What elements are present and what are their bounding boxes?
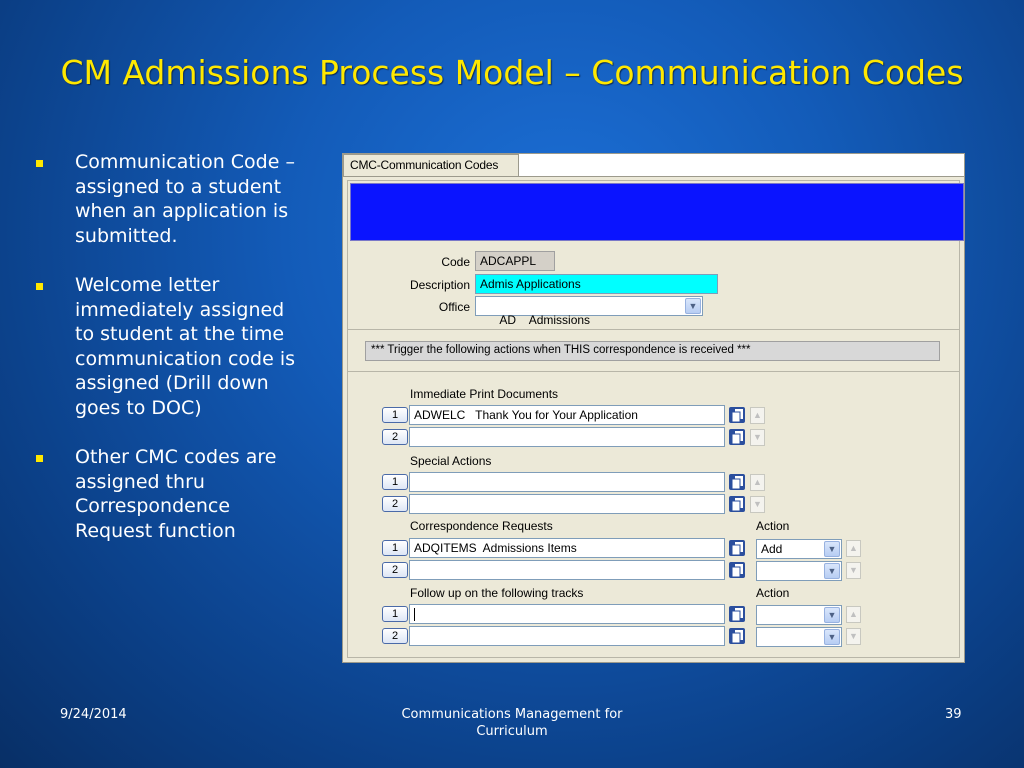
office-select-value: AD Admissions — [499, 313, 591, 327]
code-label: Code — [441, 255, 470, 269]
row-number-button[interactable]: 2 — [382, 628, 408, 644]
section-divider — [348, 329, 959, 330]
lookup-icon[interactable] — [728, 428, 746, 446]
chevron-down-icon[interactable]: ▼ — [846, 628, 861, 645]
correspondence-action-select-1[interactable] — [756, 539, 842, 559]
chevron-down-icon[interactable]: ▼ — [846, 562, 861, 579]
bullet-item — [36, 150, 306, 248]
correspondence-requests-label: Correspondence Requests — [410, 519, 553, 533]
lookup-icon[interactable] — [728, 406, 746, 424]
chevron-down-icon[interactable]: ▼ — [750, 429, 765, 446]
description-label: Description — [409, 278, 470, 292]
special-actions-input-2[interactable] — [409, 494, 725, 514]
text-cursor — [414, 608, 415, 621]
office-label: Office — [438, 300, 470, 314]
chevron-down-icon[interactable]: ▼ — [750, 496, 765, 513]
action-select-value: Add — [761, 542, 783, 556]
chevron-down-icon[interactable]: ▼ — [824, 629, 840, 645]
correspondence-input-1[interactable]: ADQITEMS Admissions Items — [409, 538, 725, 558]
special-actions-input-1[interactable] — [409, 472, 725, 492]
tab-cmc-communication-codes[interactable]: CMC-Communication Codes — [343, 154, 519, 176]
chevron-down-icon[interactable]: ▼ — [685, 298, 701, 314]
header-banner — [350, 183, 964, 241]
lookup-icon[interactable] — [728, 605, 746, 623]
row-number-button[interactable]: 2 — [382, 562, 408, 578]
lookup-icon[interactable] — [728, 495, 746, 513]
row-number-button[interactable]: 1 — [382, 540, 408, 556]
bullet-item — [36, 445, 306, 543]
code-field[interactable]: ADCAPPL — [475, 251, 555, 271]
chevron-up-icon[interactable]: ▲ — [846, 606, 861, 623]
chevron-down-icon[interactable]: ▼ — [824, 563, 840, 579]
footer-page-number: 39 — [945, 707, 962, 722]
row-number-button[interactable]: 2 — [382, 496, 408, 512]
bullet-text: Communication Code – assigned to a student when an application is submitted. — [75, 151, 295, 247]
bullet-list — [36, 150, 306, 568]
bullet-text: Other CMC codes are assigned thru Correspondence Request function — [75, 446, 277, 542]
chevron-up-icon[interactable]: ▲ — [750, 474, 765, 491]
bullet-marker-icon — [36, 283, 43, 290]
section-divider — [348, 371, 959, 372]
chevron-down-icon[interactable]: ▼ — [824, 541, 840, 557]
correspondence-input-2[interactable] — [409, 560, 725, 580]
lookup-icon[interactable] — [728, 627, 746, 645]
row-number-button[interactable]: 1 — [382, 474, 408, 490]
bullet-marker-icon — [36, 455, 43, 462]
bullet-item — [36, 273, 306, 420]
slide-title: CM Admissions Process Model – Communication Codes — [60, 53, 964, 92]
immediate-print-input-2[interactable] — [409, 427, 725, 447]
special-actions-label: Special Actions — [410, 454, 492, 468]
description-field[interactable]: Admis Applications — [475, 274, 718, 294]
follow-up-input-2[interactable] — [409, 626, 725, 646]
trigger-banner: *** Trigger the following actions when THIS correspondence is received *** — [365, 341, 940, 361]
lookup-icon[interactable] — [728, 539, 746, 557]
cmc-form-panel — [342, 153, 965, 663]
follow-up-action-select-1[interactable] — [756, 605, 842, 625]
correspondence-action-select-2[interactable] — [756, 561, 842, 581]
bullet-marker-icon — [36, 160, 43, 167]
follow-up-input-1[interactable] — [409, 604, 725, 624]
form-body — [347, 180, 960, 658]
follow-up-label: Follow up on the following tracks — [410, 586, 584, 600]
row-number-button[interactable]: 2 — [382, 429, 408, 445]
bullet-text: Welcome letter immediately assigned to student at the time communication code is assigned (Drill down goes to DOC) — [75, 274, 296, 419]
row-number-button[interactable]: 1 — [382, 606, 408, 622]
immediate-print-label: Immediate Print Documents — [410, 387, 559, 401]
chevron-down-icon[interactable]: ▼ — [824, 607, 840, 623]
tab-strip — [343, 154, 964, 177]
follow-up-action-label: Action — [756, 586, 790, 600]
chevron-up-icon[interactable]: ▲ — [846, 540, 861, 557]
immediate-print-input-1[interactable]: ADWELC Thank You for Your Application — [409, 405, 725, 425]
footer-title: Communications Management for Curriculum — [401, 707, 623, 739]
correspondence-action-label: Action — [756, 519, 790, 533]
lookup-icon[interactable] — [728, 561, 746, 579]
footer-date: 9/24/2014 — [60, 707, 127, 722]
lookup-icon[interactable] — [728, 473, 746, 491]
row-number-button[interactable]: 1 — [382, 407, 408, 423]
follow-up-action-select-2[interactable] — [756, 627, 842, 647]
chevron-up-icon[interactable]: ▲ — [750, 407, 765, 424]
office-select[interactable] — [475, 296, 703, 327]
